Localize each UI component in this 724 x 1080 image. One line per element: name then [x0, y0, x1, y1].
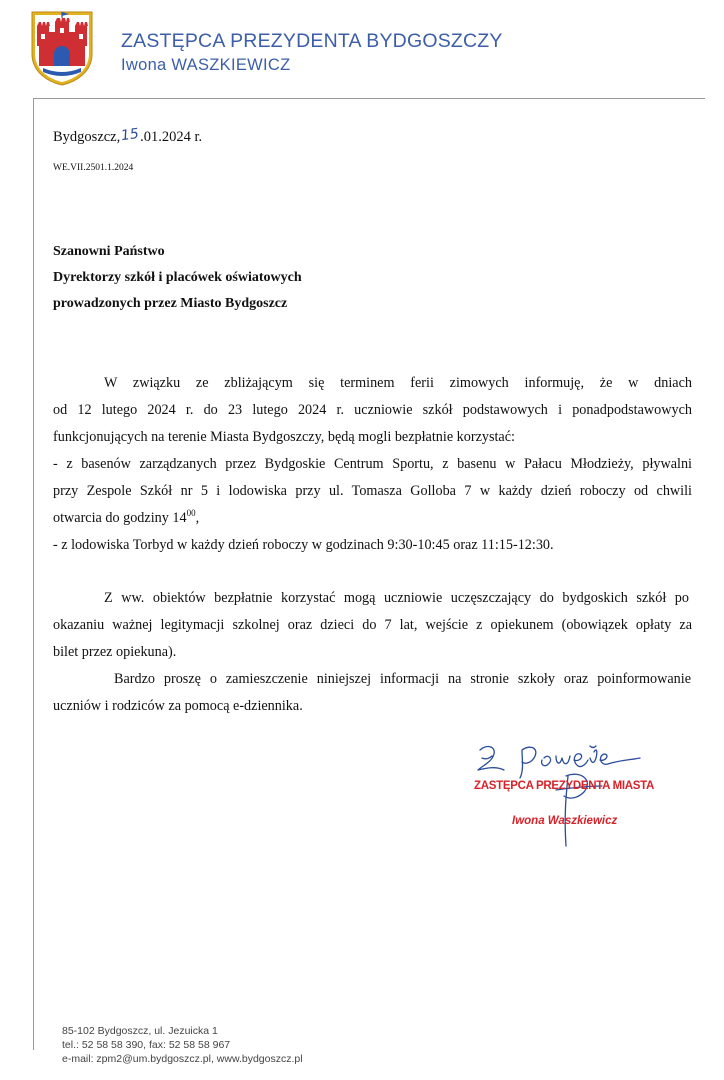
footer-address: 85-102 Bydgoszcz, ul. Jezuicka 1 [62, 1025, 218, 1037]
body-line: Z ww. obiektów bezpłatnie korzystać mogą uczniowie uczęszczający do bydgoskich szkół po [104, 590, 689, 606]
body-line: od 12 lutego 2024 r. do 23 lutego 2024 r. uczniowie szkół podstawowych i ponadpodstawowych [53, 402, 692, 418]
letterhead-divider [33, 98, 705, 99]
signature-stamp-title: ZASTĘPCA PREZYDENTA MIASTA [474, 780, 655, 792]
body-line: Bardzo proszę o zamieszczenie niniejszej informacji na stronie szkoły oraz poinformowanie [114, 671, 691, 687]
body-line: okazaniu ważnej legitymacji szkolnej oraz dzieci do 7 lat, wejście z opiekunem (obowiązek opłaty za [53, 617, 692, 633]
letterhead-title: ZASTĘPCA PREZYDENTA BYDGOSZCZY [121, 30, 503, 52]
letterhead-first-name: Iwona [121, 56, 167, 74]
body-line: - z basenów zarządzanych przez Bydgoskie Centrum Sportu, z basenu w Pałacu Młodzieży, pływalni [53, 456, 692, 472]
bydgoszcz-coat-of-arms-icon [30, 10, 94, 86]
body-text: , [195, 510, 200, 526]
body-line: bilet przez opiekuna). [53, 644, 177, 660]
addressee-line: Szanowni Państwo [53, 244, 165, 259]
hour-superscript: 00 [186, 508, 196, 518]
footer-email: e-mail: zpm2@um.bydgoszcz.pl, www.bydgoszcz.pl [62, 1053, 303, 1065]
body-line: - z lodowiska Torbyd w każdy dzień roboczy w godzinach 9:30-10:45 oraz 11:15-12:30. [53, 537, 554, 553]
body-line: przy Zespole Szkół nr 5 i lodowiska przy ul. Tomasza Golloba 7 w każdy dzień roboczy od chwili [53, 483, 692, 499]
handwritten-signature [470, 736, 680, 856]
letterhead-name [121, 56, 291, 75]
reference-number: WE.VII.2501.1.2024 [53, 163, 134, 173]
handwritten-day: 15 [120, 125, 141, 145]
body-line: W związku ze zbliżającym się terminem ferii zimowych informuję, że w dniach [104, 375, 692, 391]
letterhead-last-name: WASZKIEWICZ [171, 56, 291, 74]
margin-rule [33, 98, 34, 1050]
letter-date [53, 125, 203, 146]
body-line [53, 509, 199, 527]
footer-phone: tel.: 52 58 58 390, fax: 52 58 58 967 [62, 1039, 231, 1051]
addressee-line: Dyrektorzy szkół i placówek oświatowych [53, 270, 302, 285]
body-line: funkcjonujących na terenie Miasta Bydgoszczy, będą mogli bezpłatnie korzystać: [53, 429, 515, 445]
body-text: otwarcia do godziny 14 [53, 510, 187, 526]
date-city: Bydgoszcz, [53, 129, 121, 145]
date-rest: .01.2024 r. [140, 129, 203, 145]
signature-stamp-name: Iwona Waszkiewicz [512, 815, 618, 827]
body-line: uczniów i rodziców za pomocą e-dziennika. [53, 698, 303, 714]
addressee-line: prowadzonych przez Miasto Bydgoszcz [53, 296, 288, 311]
